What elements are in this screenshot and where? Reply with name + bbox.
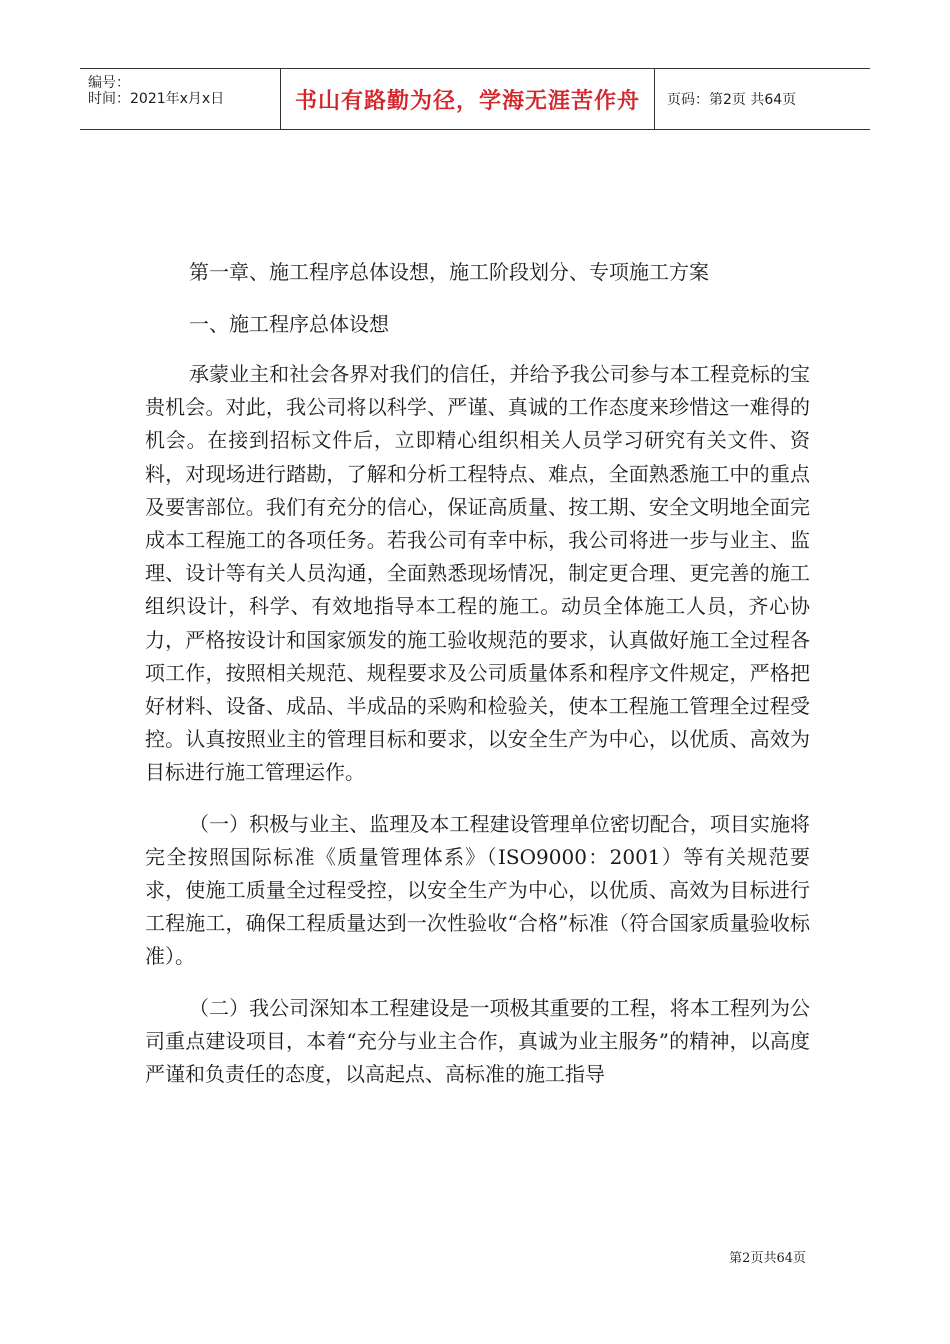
header-motto: 书山有路勤为径，学海无涯苦作舟 xyxy=(281,69,655,129)
paragraph-item-1: （一）积极与业主、监理及本工程建设管理单位密切配合，项目实施将完全按照国际标准《质量管理体系》（ISO9000：2001）等有关规范要求，使施工质量全过程受控，以安全生产为中心，以优质、高效为目标进行工程施工，确保工程质量达到一次性验收“合格”标准（符合国家质量验收标准）。 xyxy=(145,811,810,969)
section-title: 一、施工程序总体设想 xyxy=(189,312,389,336)
paragraph-item-2: （二）我公司深知本工程建设是一项极其重要的工程，将本工程列为公司重点建设项目，本着“充分与业主合作，真诚为业主服务”的精神，以高度严谨和负责任的态度，以高起点、高标准的施工指导 xyxy=(145,995,810,1087)
document-body xyxy=(145,256,810,1109)
header-page-code: 页码：第2页 共64页 xyxy=(667,92,797,108)
header-meta xyxy=(80,69,281,129)
document-time: 时间：2021年x月x日 xyxy=(88,91,225,107)
paragraph-intro: 承蒙业主和社会各界对我们的信任，并给予我公司参与本工程竞标的宝贵机会。对此，我公司将以科学、严谨、真诚的工作态度来珍惜这一难得的机会。在接到招标文件后，立即精心组织相关人员学习研究有关文件、资料，对现场进行踏勘，了解和分析工程特点、难点，全面熟悉施工中的重点及要害部位。我们有充分的信心，保证高质量、按工期、安全文明地全面完成本工程施工的各项任务。若我公司有幸中标，我公司将进一步与业主、监理、设计等有关人员沟通，全面熟悉现场情况，制定更合理、更完善的施工组织设计，科学、有效地指导本工程的施工。动员全体施工人员，齐心协力，严格按设计和国家颁发的施工验收规范的要求，认真做好施工全过程各项工作，按照相关规范、规程要求及公司质量体系和程序文件规定，严格把好材料、设备、成品、半成品的采购和检验关，使本工程施工管理全过程受控。认真按照业主的管理目标和要求，以安全生产为中心，以优质、高效为目标进行施工管理运作。 xyxy=(145,362,810,785)
page-header xyxy=(80,68,870,130)
chapter-title: 第一章、施工程序总体设想，施工阶段划分、专项施工方案 xyxy=(189,260,709,284)
page-footer: 第2页共64页 xyxy=(729,1251,806,1266)
document-number-label: 编号： xyxy=(88,75,130,91)
